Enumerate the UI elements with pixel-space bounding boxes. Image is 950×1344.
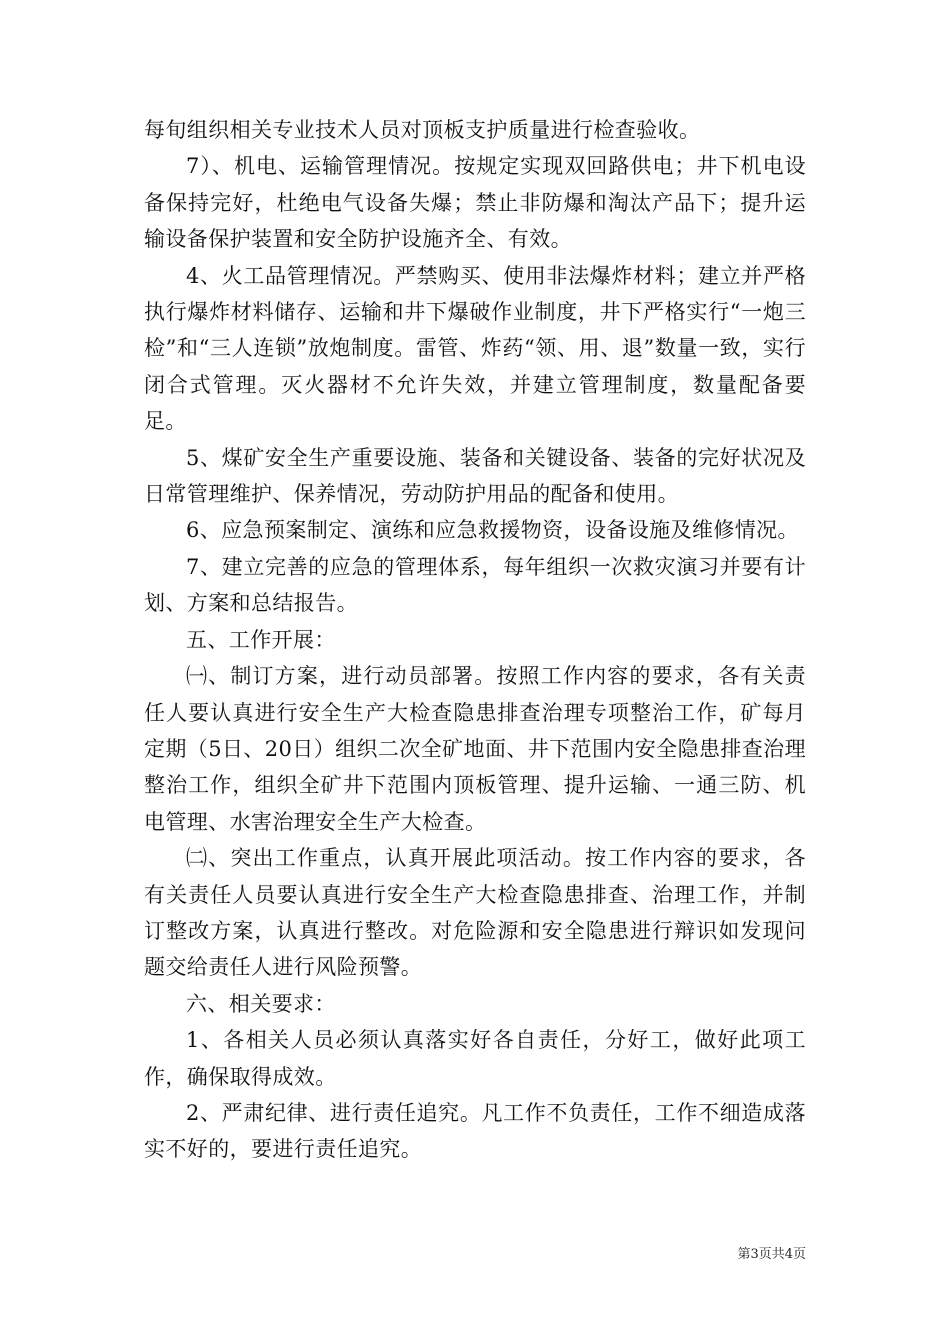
paragraph: 5、煤矿安全生产重要设施、装备和关键设备、装备的完好状况及日常管理维护、保养情况，劳动防护用品的配备和使用。 [144,445,806,507]
paragraph: 2、严肃纪律、进行责任追究。凡工作不负责任，工作不细造成落实不好的，要进行责任追究。 [144,1100,806,1162]
document-body [144,112,806,1168]
section-heading: 五、工作开展： [186,627,336,652]
section-heading: 六、相关要求： [186,991,336,1016]
paragraph: 6、应急预案制定、演练和应急救援物资，设备设施及维修情况。 [186,518,799,543]
paragraph: ㈠、制订方案，进行动员部署。按照工作内容的要求，各有关责任人要认真进行安全生产大检查隐患排查治理专项整治工作，矿每月定期（5日、20日）组织二次全矿地面、井下范围内安全隐患排查治理整治工作，组织全矿井下范围内顶板管理、提升运输、一通三防、机电管理、水害治理安全生产大检查。 [144,664,806,834]
paragraph: 每旬组织相关专业技术人员对顶板支护质量进行检查验收。 [144,118,701,142]
paragraph: ㈡、突出工作重点，认真开展此项活动。按工作内容的要求，各有关责任人员要认真进行安全生产大检查隐患排查、治理工作，并制订整改方案，认真进行整改。对危险源和安全隐患进行辩识如发现问题交给责任人进行风险预警。 [144,846,806,980]
paragraph: 4、火工品管理情况。严禁购买、使用非法爆炸材料；建立并严格执行爆炸材料储存、运输和井下爆破作业制度，井下严格实行“一炮三检”和“三人连锁”放炮制度。雷管、炸药“领、用、退”数量一致，实行闭合式管理。灭火器材不允许失效，并建立管理制度，数量配备要足。 [144,263,806,434]
paragraph: 7）、机电、运输管理情况。按规定实现双回路供电；井下机电设备保持完好，杜绝电气设备失爆；禁止非防爆和淘汰产品下；提升运输设备保护装置和安全防护设施齐全、有效。 [144,154,806,252]
paragraph: 1、各相关人员必须认真落实好各自责任，分好工，做好此项工作，确保取得成效。 [144,1028,806,1089]
paragraph: 7、建立完善的应急的管理体系，每年组织一次救灾演习并要有计划、方案和总结报告。 [144,554,806,616]
page-number: 第3页共4页 [737,1247,806,1262]
